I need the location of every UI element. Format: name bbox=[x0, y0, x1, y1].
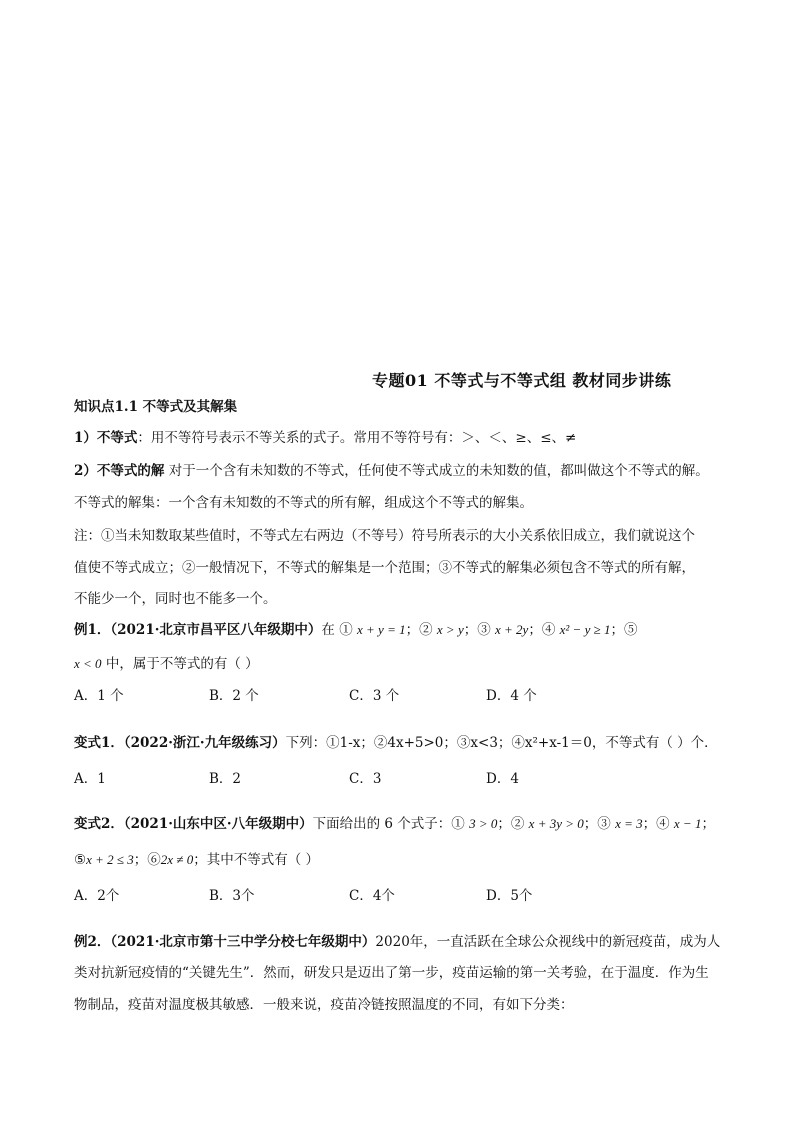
def-label: 2）不等式的解 bbox=[74, 463, 165, 479]
question-text: ；其中不等式有（ ） bbox=[193, 852, 319, 868]
question-text: ；⑥ bbox=[133, 852, 161, 868]
question-text: 2020年，一直活跃在全球公众视线中的新冠疫苗，成为人 bbox=[375, 934, 721, 950]
page-title: 专题01 不等式与不等式组 教材同步讲练 bbox=[372, 371, 672, 390]
example-1-question bbox=[74, 621, 637, 639]
option-d: D．4 个 bbox=[486, 688, 537, 704]
note-line-1: 注：①当未知数取某些值时，不等式左右两边（不等号）符号所表示的大小关系依旧成立，我们就说这个 bbox=[74, 528, 695, 544]
def-text: ：一个含有未知数的不等式的所有解，组成这个不等式的解集。 bbox=[155, 495, 533, 511]
math-expression: x² − y ≥ 1 bbox=[559, 622, 611, 637]
def-label: 1）不等式 bbox=[74, 430, 138, 446]
question-text: 下面给出的 6 个式子：① bbox=[312, 816, 465, 832]
math-expression: x + y = 1 bbox=[357, 622, 406, 637]
knowledge-point-heading: 知识点1.1 不等式及其解集 bbox=[74, 399, 238, 415]
option-d: D．5个 bbox=[486, 888, 533, 904]
math-expression: x = 3 bbox=[615, 816, 643, 831]
question-text: ；③ bbox=[463, 622, 491, 638]
option-b: B．3个 bbox=[209, 888, 255, 904]
example-2-line-2: 类对抗新冠疫情的“关键先生”．然而，研发只是迈出了第一步，疫苗运输的第一关考验，在于温度．作为生 bbox=[74, 965, 709, 981]
definition-solution-set bbox=[74, 494, 533, 512]
example-1-question-cont bbox=[74, 655, 259, 673]
option-c: C．4个 bbox=[349, 888, 395, 904]
question-text: ；⑤ bbox=[610, 622, 638, 638]
question-text: ； bbox=[701, 816, 715, 832]
example-2-question bbox=[74, 933, 720, 951]
question-text: ；② bbox=[405, 622, 433, 638]
example-label: 例1．（2021·北京市昌平区八年级期中） bbox=[74, 622, 322, 638]
math-expression: x + 3y > 0 bbox=[528, 816, 584, 831]
question-text: ⑤ bbox=[74, 852, 87, 868]
example-2-line-3: 物制品，疫苗对温度极其敏感．一般来说，疫苗冷链按照温度的不同，有如下分类： bbox=[74, 997, 574, 1013]
definition-solution bbox=[74, 462, 709, 480]
question-text: 在 ① bbox=[321, 622, 353, 638]
option-c: C．3 个 bbox=[349, 688, 400, 704]
option-d: D．4 bbox=[486, 771, 519, 787]
math-expression: x − 1 bbox=[673, 816, 702, 831]
variant-2-question bbox=[74, 815, 715, 833]
variant-1-question bbox=[74, 734, 718, 752]
math-expression: x + 2 ≤ 3 bbox=[86, 852, 134, 867]
example-label: 变式2．（2021·山东中区·八年级期中） bbox=[74, 816, 313, 832]
option-c: C．3 bbox=[349, 771, 382, 787]
def-text: 对于一个含有未知数的不等式，任何使不等式成立的未知数的值，都叫做这个不等式的解。 bbox=[164, 463, 709, 479]
def-text: ：用不等符号表示不等关系的式子。常用不等符号有：＞、＜、≥、≤、≠ bbox=[137, 430, 577, 446]
option-b: B．2 个 bbox=[209, 688, 259, 704]
option-a: A．1 bbox=[74, 771, 106, 787]
math-expression: x > y bbox=[436, 622, 464, 637]
question-text: 中，属于不等式的有（ ） bbox=[101, 656, 259, 672]
math-expression: 2x ≠ 0 bbox=[160, 852, 194, 867]
question-text: 下列：①1-x；②4x+5>0；③x<3；④x²+x-1＝0，不等式有（ ）个． bbox=[285, 735, 718, 751]
option-b: B．2 bbox=[209, 771, 242, 787]
example-label: 例2．（2021·北京市第十三中学分校七年级期中） bbox=[74, 934, 376, 950]
definition-inequality bbox=[74, 429, 576, 447]
question-text: ；② bbox=[497, 816, 525, 832]
math-expression: x + 2y bbox=[495, 622, 529, 637]
note-line-3: 不能少一个，同时也不能多一个。 bbox=[74, 591, 277, 607]
def-label: 不等式的解集 bbox=[74, 495, 155, 511]
example-label: 变式1．（2022·浙江·九年级练习） bbox=[74, 735, 286, 751]
option-a: A．1 个 bbox=[74, 688, 124, 704]
variant-2-question-cont bbox=[74, 851, 319, 869]
question-text: ；④ bbox=[528, 622, 556, 638]
note-line-2: 值使不等式成立；②一般情况下，不等式的解集是一个范围；③不等式的解集必须包含不等式的所有解， bbox=[74, 560, 695, 576]
option-a: A．2个 bbox=[74, 888, 120, 904]
question-text: ；④ bbox=[642, 816, 670, 832]
math-expression: 3 > 0 bbox=[469, 816, 498, 831]
math-expression: x < 0 bbox=[74, 656, 102, 671]
question-text: ；③ bbox=[583, 816, 611, 832]
